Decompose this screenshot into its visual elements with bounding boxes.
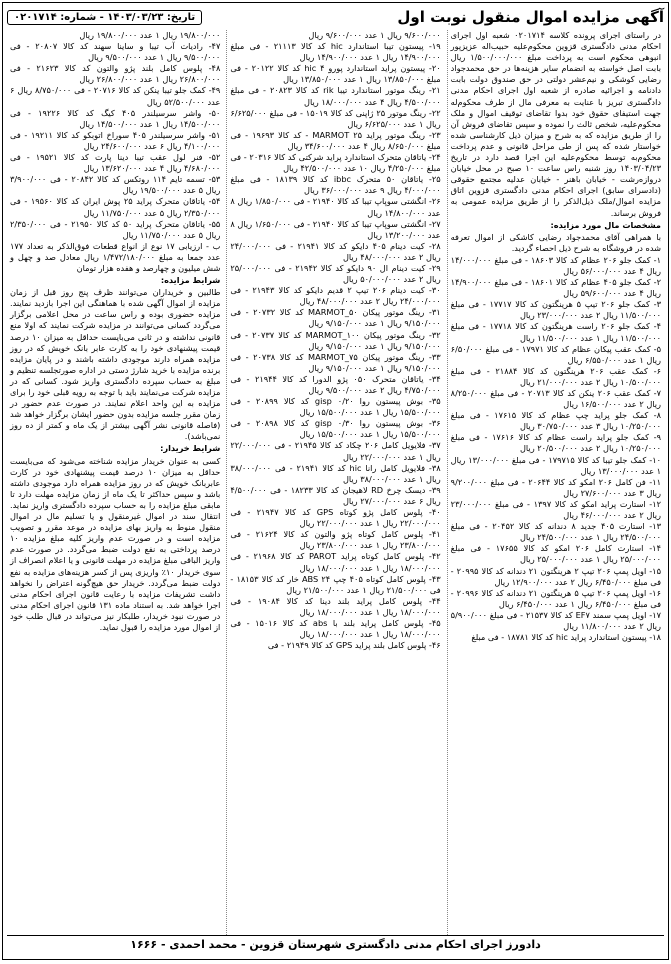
items-list-1 — [451, 255, 661, 643]
intro-paragraph: در راستای اجرای پرونده کلاسه ۰۲۰۱۷۱۴ شعبه اول اجرای احکام مدنی دادگستری قزوین محکوم‌علیه حبیب‌اله عزیزپور انبوهی محکوم است به پرداخت مبلغ ۱/۵۰۰/۰۰۰/۰۰۰ ریال بابت اصل خواسته به انضمام سایر هزینه‌ها در حق محمدجواد رضایی کوشکی و نیم‌عشر دولتی در حق صندوق دولت بابت دادنامه و اجرائیه صادره از شعبه اول اجرای احکام مدنی دادگستری تبریز با عنایت به معرفی مال از طرف محکوم‌له جهت استیفای حقوق خود بدوا تقاضای توقیف اموال و ملک محکوم‌علیه، شخص ثالث را نموده و سپس تقاضای فروش آن را از طریق مزایده که به شرح و میزان ذیل کارشناسی شده خواستار شده که پس از طی مراحل قانونی و عدم پرداخت محکوم‌به توسط محکوم‌علیه این اجرا قصد دارد در تاریخ ۱۴۰۳/۰۴/۲۳ روز شنبه راس ساعت ۱۰ صبح در محل خیابان دروازه‌رشت - خیابان باهنر - خیابان عدلیه مجتمع حقوقی (دادسرای سابق) اجرای احکام مدنی دادگستری قزوین اتاق مزایده اموال/ملک ذیل‌الذکر را از طریق مزایده عمومی به فروش برساند. — [450, 30, 662, 218]
list-item: ۳۵- بوش پیستون روا ۰/۲۰ gisp کد کالا ۲۰۸۹۹ - فی ۱۵/۵۰۰/۰۰۰ ریال ۱ عدد ۱۵/۵۰۰/۰۰۰ ریال — [230, 396, 441, 418]
list-item: ۳۶- بوش پیستون روا ۰/۳۰ gisp کد کالا ۲۰۸۹۸ - فی ۱۵/۵۰۰/۰۰۰ ریال ۱ عدد ۱۵/۵۰۰/۰۰۰ ریال — [230, 418, 441, 440]
list-item: ۷- کمک عقب ۲۰۶ ینکن کد کالا ۲۰۷۱۳ - فی مبلغ ۸/۲۵۰/۰۰۰ ریال ۲ عدد ۱۶/۵۰۰/۰۰۰ ریال — [450, 388, 662, 410]
list-item: ۱۴- استارت کامل ۲۰۶ امکو کد کالا ۱۷۶۵۵ - فی مبلغ ۲۵/۰۰۰/۰۰۰ ریال ۱ عدد ۲۵/۰۰۰/۰۰۰ ریال — [450, 543, 661, 565]
list-item: ۲۶- انگشتی سوپاپ تیبا کد کالا ۲۱۹۴۰ - فی ۱/۸۵۰/۰۰۰ ریال ۸ عدد ۱۴/۸۰۰/۰۰۰ ریال — [230, 196, 441, 218]
list-item: ۱۵- اویل پمپ ۲۰۶ تیپ ۲ هرینگتون ۲۱ دندانه کد کالا ۲۰۹۹۵ - فی مبلغ ۶/۴۵۰/۰۰۰ ریال ۲ عدد ۱۲/۹۰۰/۰۰۰ ریال — [450, 565, 661, 587]
list-item: ۴۶- پلوس کامل بلند پراید GPS کد کالا ۲۱۹۴۹ - فی — [267, 640, 441, 651]
list-item: ۸- کمک جلو پراید چپ عظام کد کالا ۱۷۶۱۵ - فی مبلغ ۱۰/۲۵۰/۰۰۰ ریال ۳ عدد ۳۰/۷۵۰/۰۰۰ ریال — [450, 410, 661, 432]
notice-header — [7, 6, 664, 28]
list-item: ۳۸- فلایویل کامل رانا hic کد کالا ۲۱۹۴۱ - فی ۳۸/۰۰۰/۰۰۰ ریال ۱ عدد ۳۸/۰۰۰/۰۰۰ ریال — [230, 462, 441, 484]
column-left — [7, 30, 223, 935]
list-item: ۳- کمک جلو ۲۰۶ تیپ ۵ هرینگتون کد کالا ۱۷۷۱۷ - فی مبلغ ۱۱/۵۰۰/۰۰۰ ریال ۲ عدد ۲۳/۰۰۰/۰۰۰ ریال — [450, 299, 661, 321]
list-item: ۴۲- پلوس کامل کوتاه پراید PAROT کد کالا ۲۱۹۶۸ - فی ۱۸/۰۰۰/۰۰۰ ریال ۱ عدد ۱۸/۰۰۰/۰۰۰ ریال — [230, 551, 441, 573]
list-item: ۳۳- رینگ موتور پیکان MARMOT_۷۵ کد کالا ۲۰۷۳۸ - فی ۹/۱۵۰/۰۰۰ ریال ۱ عدد ۹/۱۵۰/۰۰۰ ریال — [230, 351, 441, 373]
list-item: ۲۹- کیت دینام ال ۹۰ دایکو کد کالا ۲۱۹۴۲ - فی ۲۵/۰۰۰/۰۰۰ ریال ۲ عدد ۵۰/۰۰۰/۰۰۰ ریال — [230, 262, 441, 285]
list-item: ۱۷- اویل پمپ سمند EF۷ کد کالا ۲۱۵۳۷ - فی مبلغ ۵/۹۰۰/۰۰۰ ریال ۲ عدد ۱۱/۸۰۰/۰۰۰ ریال — [450, 609, 661, 631]
notice-columns — [7, 30, 664, 935]
list-item: ۱۹/۸۰۰/۰۰۰ ریال ۱ عدد ۱۹/۸۰۰/۰۰۰ ریال — [79, 30, 221, 40]
list-item: ۱۰- کمک جلو تیبا کد کالا ۱۷۹۷۱۵ - فی مبلغ ۱۳/۰۰۰/۰۰۰ ریال ۱ عدد ۱۳/۰۰۰/۰۰۰ ریال — [450, 454, 661, 476]
subheading-items: مشخصات مال مورد مزایده: — [550, 219, 661, 230]
list-item: ۳۷- فلایویل کامل ۲۰۶ چکاد کد کالا ۲۱۹۴۵ - فی ۲۲/۰۰۰/۰۰۰ ریال ۱ عدد ۲۲/۰۰۰/۰۰۰ ریال — [230, 440, 441, 462]
list-item: ۴۰- پلوس کامل پژو کوتاه GPS کد کالا ۲۱۹۴۷ - فی ۲۲/۰۰۰/۰۰۰ ریال ۱ عدد ۲۲/۰۰۰/۰۰۰ ریال — [230, 507, 441, 529]
list-item: ۴۱- پلوس کامل کوتاه پژو والتون کد کالا ۲۱۶۲۴ - فی ۲۳/۸۰۰/۰۰۰ ریال ۱ عدد ۲۳/۸۰۰/۰۰۰ ریال — [230, 529, 441, 551]
list-item: ۹- کمک جلو پراید راست عظام کد کالا ۱۷۶۱۶ - فی مبلغ ۱۰/۲۵۰/۰۰۰ ریال ۲ عدد ۲۰/۵۰۰/۰۰۰ ریال — [450, 432, 661, 454]
subtext: با همراهی آقای محمدجواد رضایی کاشکی از اموال تعرفه شده در فروشگاه به شرح ذیل احصاء گردید. — [450, 231, 661, 253]
list-item: ۱۱- فن کامل ۲۰۶ امکو کد کالا ۲۰۶۴۴ - فی مبلغ ۹/۲۰۰/۰۰۰ ریال ۳ عدد ۲۷/۶۰۰/۰۰۰ ریال — [450, 476, 661, 498]
signature-line: دادورز اجرای احکام مدنی دادگستری شهرستان قزوین - محمد احمدی - ۱۶۶۶ — [7, 935, 664, 956]
notice-date-number: تاریخ: ۱۴۰۳/۰۳/۲۳ - شماره: ۰۲۰۱۷۱۴ — [7, 10, 202, 25]
list-item: ۴۴- پلوس کامل پراید بلند دینا کد کالا ۱۹۰۸۴ - فی ۱۸/۰۰۰/۰۰۰ ریال ۱ عدد ۱۸/۰۰۰/۰۰۰ ریال — [230, 595, 441, 617]
list-item: ۴- کمک جلو ۲۰۶ راست هرینگتون کد کالا ۱۷۷۱۸ - فی مبلغ ۱۱/۵۰۰/۰۰۰ ریال ۱ عدد ۱۱/۵۰۰/۰۰۰ ریال — [450, 321, 661, 343]
list-item: ۵۰- واشر سرسیلندر ۴۰۵ کیگ کد کالا ۱۹۲۲۶ - فی ۱۴/۵۰۰/۰۰۰ ریال ۱ عدد ۱۴/۵۰۰/۰۰۰ ریال — [10, 107, 221, 129]
list-item: ۴۳- پلوس کامل کوتاه ۴۰۵ چپ ABS ۲۴ خار کد کالا ۱۸۱۵۳ - فی ۲۱/۵۰۰/۰۰۰ ریال ۱ عدد ۲۱/۵۰۰/۰۰۰ ریال — [230, 573, 441, 595]
conditions-heading: شرایط مزایده: — [160, 275, 221, 286]
column-right — [447, 30, 664, 935]
buyer-heading: شرایط خریدار: — [160, 443, 221, 454]
list-item: ۵۳- تسمه تایم ۱۱۴ روتکس کد کالا ۲۰۸۴۲ - فی ۳/۹۰۰/۰۰۰ ریال ۵ عدد ۱۹/۵۰۰/۰۰۰ ریال — [10, 174, 221, 196]
items-list-3 — [10, 30, 220, 241]
list-item: ۹/۶۰۰/۰۰۰ ریال ۱ عدد ۹/۶۰۰/۰۰۰ ریال — [308, 30, 441, 40]
list-item: ۲۵- یاتاقان ۵۰ متحرک ibbc کد کالا ۱۸۱۳۹ - فی مبلغ ۴/۰۰۰/۰۰۰ ریال ۹ عدد ۳۶/۰۰۰/۰۰۰ ریال — [230, 174, 441, 196]
items-list-2 — [230, 30, 440, 651]
auction-notice — [2, 2, 669, 960]
list-item: ۱۳- استارت ۴۰۵ جدید ۸ دندانه کد کالا ۲۰۴۵۲ - فی مبلغ ۲۴/۵۰۰/۰۰۰ ریال ۱ عدد ۲۴/۵۰۰/۰۰۰ ریال — [450, 521, 661, 543]
list-item: ۲- کمک جلو ۴۰۵ عظام کد کالا ۱۸۶۰۱ - فی مبلغ ۱۴/۹۰۰/۰۰۰ ریال ۴ عدد ۵۹/۶۰۰/۰۰۰ ریال — [450, 277, 661, 299]
list-item: ۲۳- رینگ موتور پراید ۲۵ MARMOT - کد کالا ۱۹۶۹۳ - فی مبلغ ۸/۶۵۰/۰۰۰ ریال ۴ عدد ۳۴/۶۰۰/۰۰۰ ریال — [230, 129, 441, 151]
list-item: ۱۶- اویل پمپ ۲۰۶ تیپ ۵ هرینگتون ۲۱ دندانه کد کالا ۲۰۹۹۶ - فی مبلغ ۶/۴۵۰/۰۰۰ ریال ۱ عدد ۶/۴۵۰/۰۰۰ ریال — [450, 587, 661, 609]
list-item: ۵۵- یاتاقان متحرک پراید ۵۰ کد کالا ۲۱۹۵۰ - فی ۲/۳۵۰/۰۰۰ ریال ۵ عدد ۱۱/۷۵۰/۰۰۰ ریال — [10, 218, 221, 240]
notice-title: آگهی مزایده اموال منقول نوبت اول — [397, 8, 664, 26]
list-item: ۱۲- استارت پراید امکو کد کالا ۱۳۹۷ - فی مبلغ ۲۳/۰۰۰/۰۰۰ ریال ۲ عدد ۴۶/۰۰۰/۰۰۰ ریال — [450, 498, 661, 521]
list-item: ۲۱- رینگ موتور استاندارد تیبا rik کد کالا ۲۰۸۲۳ - فی مبلغ ۴/۵۰۰/۰۰۰ ریال ۴ عدد ۱۸/۰۰۰/۰۰۰ ریال — [230, 85, 441, 107]
list-item: ۵۴- یاتاقان متحرک پراید ۲۵ پوش ایران کد کالا ۱۹۵۶۰ - فی ۲/۳۵۰/۰۰۰ ریال ۵ عدد ۱۱/۷۵۰/۰۰۰ ریال — [10, 196, 221, 218]
list-item: ۲۴- یاتاقان متحرک استاندارد پراید شرکتی کد کالا ۲۰۳۱۶ - فی مبلغ ۴/۲۵۰/۰۰۰ ریال ۱۰ عدد ۴۲/۵۰۰/۰۰۰ ریال — [230, 152, 441, 174]
list-item: ۳۰- کیت دینام ۲۰۶ تیپ ۲ قدیم دایکو کد کالا ۲۱۹۴۳ - فی ۲۴/۰۰۰/۰۰۰ ریال ۲ عدد ۴۸/۰۰۰/۰۰۰ ریال — [230, 285, 441, 307]
list-item: ۵- کمک عقب پیکان عظام کد کالا ۱۷۹۷۱ - فی مبلغ ۶/۵۰/۰۰۰ ریال ۱ عدد ۶/۵۵۰/۰۰۰ ریال — [450, 343, 662, 365]
conditions-paragraph: طالبین و خریداران می‌توانند ظرف پنج روز قبل از زمان مزایده از اموال آگهی شده با هماهنگی این اجرا بازدید نمایند. مزایده حضوری بوده و راس ساعت در محل اعلامی برگزار می‌گردد کسانی می‌توانند در مزایده شرکت نمایند که اولا منع قانونی نداشته و در ثانی می‌بایست حداقل به میزان ۱۰ درصد قیمت پیشنهادی خود را به کارت عابر بانک خویش که در روز مزایده همراه دارند موجودی داشته باشند و در پایان مزایده برنده مزایده با خرید شارژ دستی در اداره صورتجلسه تنظیم و مبلغ به حساب سپرده دادگستری واریز شود. کسانی که در مزایده شرکت می‌نمایند باید با توجه به رویه قبلی خود را برای مزایده به این واحد اعلام نمایند. در صورت عدم حضور در زمان مقرر جلسه مزایده بدون حضور ایشان برگزار خواهد شد (فاصله قانونی نشر آگهی بیشتر از یک ماه و کمتر از ده روز نمی‌باشد). — [10, 287, 221, 442]
list-item: ۴۸- پلوس کامل بلند پژو والتون کد کالا ۲۱۶۲۳ - فی ۲۶/۸۰۰/۰۰۰ ریال ۱ عدد ۲۶/۸۰۰/۰۰۰ ریال — [10, 63, 221, 85]
list-item: ۳۱- رینگ موتور پیکان MARMOT_۵۰ کد کالا ۲۰۷۳۲ - فی ۹/۱۵۰/۰۰۰ ریال ۱ عدد ۹/۱۵۰/۰۰۰ ریال — [230, 307, 441, 329]
list-item: ۲۰- پیستون پراید استاندارد پورو ۴ hic کد کالا ۲۰۱۲۲ - فی مبلغ ۱۳/۸۵۰/۰۰۰ ریال ۱ عدد ۱۳/۸۵۰/۰۰۰ ریال — [230, 63, 441, 85]
list-item: ۴۵- پلوس کامل پراید بلند با abs کد کالا ۱۵۰۱۶ - فی ۱۸/۰۰۰/۰۰۰ ریال ۱ عدد ۱۸/۰۰۰/۰۰۰ ریال — [230, 617, 441, 640]
list-item: ۶- کمک عقب ۲۰۶ هرینگتون کد کالا ۲۱۸۸۴ - فی مبلغ ۱۰/۵۰۰/۰۰۰ ریال ۲ عدد ۲۱/۰۰۰/۰۰۰ ریال — [450, 365, 661, 387]
list-item: ۱- کمک جلو ۲۰۶ عظام کد کالا ۱۸۶۰۳ - فی مبلغ ۱۴/۰۰۰/۰۰۰ ریال ۴ عدد ۵۶/۰۰۰/۰۰۰ ریال — [450, 254, 661, 276]
list-item: ۵۲- فنر لول عقب تیبا دینا پارت کد کالا ۱۹۵۲۱ - فی ۴/۶۸۰/۰۰۰ ریال ۴ عدد ۱۳/۶۲۰/۰۰۰ ریال — [10, 152, 221, 174]
buyer-conditions-paragraph: کسی به عنوان خریدار مزایده شناخته می‌شود که می‌بایست حداقل به میزان ۱۰ درصد قیمت پیشنهادی خود در کارت عابربانک خویش که در روز مزایده همراه دارد موجودی داشته باشد و سپس حداکثر تا یک ماه از زمان مزایده مهلت دارد تا مابقی مبلغ مزایده را به حساب سپرده دادگستری واریز نماید. انتقال سند در اموال غیرمنقول و یا تسلیم مال در اموال منقول منوط به واریز بهای مزایده در موعد مقرر و تصویب مزایده است و در صورت عدم واریز کلیه مبلغ مزایده ۱۰ درصد پرداختی به نفع دولت ضبط می‌گردد. در صورت عدم واریز الباقی مبلغ مزایده در مهلت قانونی و یا اعلام انصراف از سوی خریدار ۱۰٪ واریزی پس از کسر هزینه‌های مزایده به نفع دولت ضبط می‌گردد. خریدار حق هیچ‌گونه اعتراض را نخواهد داشت تشریفات مزایده با رعایت قانون اجرای احکام مدنی اجرا خواهد شد. به استناد ماده ۱۳۱ قانون اجرای احکام مدنی در صورت نبود خریدار، طلبکار نیز می‌تواند در قبال طلب خود از اموال مورد مزایده را قبول نماید. — [10, 455, 221, 632]
summary-paragraph: ب - ارزیابی ۱۷ نوع از انواع قطعات فوق‌الذکر به تعداد ۱۷۷ عدد جمعا به مبلغ ۱/۴۷۲/۱۸۰/۰۰۰ ریال معادل صد و چهل و شش میلیون و چهارصد و هفده هزار تومان — [10, 240, 221, 273]
list-item: ۲۸- کیت دینام ۴۰۵ دایکو کد کالا ۲۱۹۴۱ - فی ۲۴/۰۰۰/۰۰۰ ریال ۲ عدد ۴۸/۰۰۰/۰۰۰ ریال — [230, 240, 441, 262]
list-item: ۵۱- واشر سرسیلندر ۴۰۵ سوراخ اتوبکو کد کالا ۱۹۲۱۱ - فی ۴/۱۰۰/۰۰۰ ریال ۶ عدد ۲۴/۶۰۰/۰۰۰ ریال — [10, 129, 221, 151]
list-item: ۲۷- انگشتی سوپاپ تیبا کد کالا ۲۱۹۴۰ - فی ۱/۶۵۰/۰۰۰ ریال ۸ عدد ۱۳/۲۰۰/۰۰۰ ریال — [230, 218, 441, 240]
list-item: ۳۴- یاتاقان متحرک ۰۵۰ پژو الدورا کد کالا ۲۱۹۴۴ - فی ۴/۷۵۰/۰۰۰ ریال ۲ عدد ۹/۵۰۰/۰۰۰ ریال — [230, 373, 441, 395]
list-item: ۱۹- پیستون تیبا استاندارد hic کد کالا ۲۱۱۱۳ - فی مبلغ ۱۴/۹۰۰/۰۰۰ ریال ۱ عدد ۱۴/۹۰۰/۰۰۰ ریال — [230, 41, 441, 63]
list-item: ۳۹- دیسک چرخ RD لاهیجان کد کالا ۱۸۲۳۳ - فی ۴/۵۰۰/۰۰۰ ریال ۶ عدد ۲۷/۰۰۰/۰۰۰ ریال — [230, 484, 441, 506]
list-item: ۲۲- رینگ موتور ۲۵ ژاپنی کد کالا ۱۵۰۱۹ - فی مبلغ ۶/۶۲۵/۰۰۰ ریال ۱ عدد ۶/۶۲۵/۰۰۰ ریال — [230, 107, 441, 129]
list-item: ۱۸- پیستون استاندارد پراید hic کد کالا ۱۸۷۸۱ - فی مبلغ — [471, 632, 661, 643]
list-item: ۳۲- رینگ موتور پیکان MARMOT_۱۰۰ کد کالا ۲۰۷۳۷ - فی ۹/۱۵۰/۰۰۰ ریال ۱ عدد ۹/۱۵۰/۰۰۰ ریال — [230, 329, 441, 351]
list-item: ۴۷- رادیات آب تیبا و ساینا سهند کد کالا ۲۰۸۰۷ - فی ۹/۵۰۰/۰۰۰ ریال ۱ عدد ۹/۵۰۰/۰۰۰ ریال — [10, 41, 221, 63]
column-middle — [226, 30, 443, 935]
list-item: ۴۹- کمک جلو تیبا ینکن کد کالا ۲۰۷۱۶ - فی ۸/۷۵۰/۰۰۰ ریال ۶ عدد ۵۲/۵۰۰/۰۰۰ ریال — [10, 85, 221, 107]
